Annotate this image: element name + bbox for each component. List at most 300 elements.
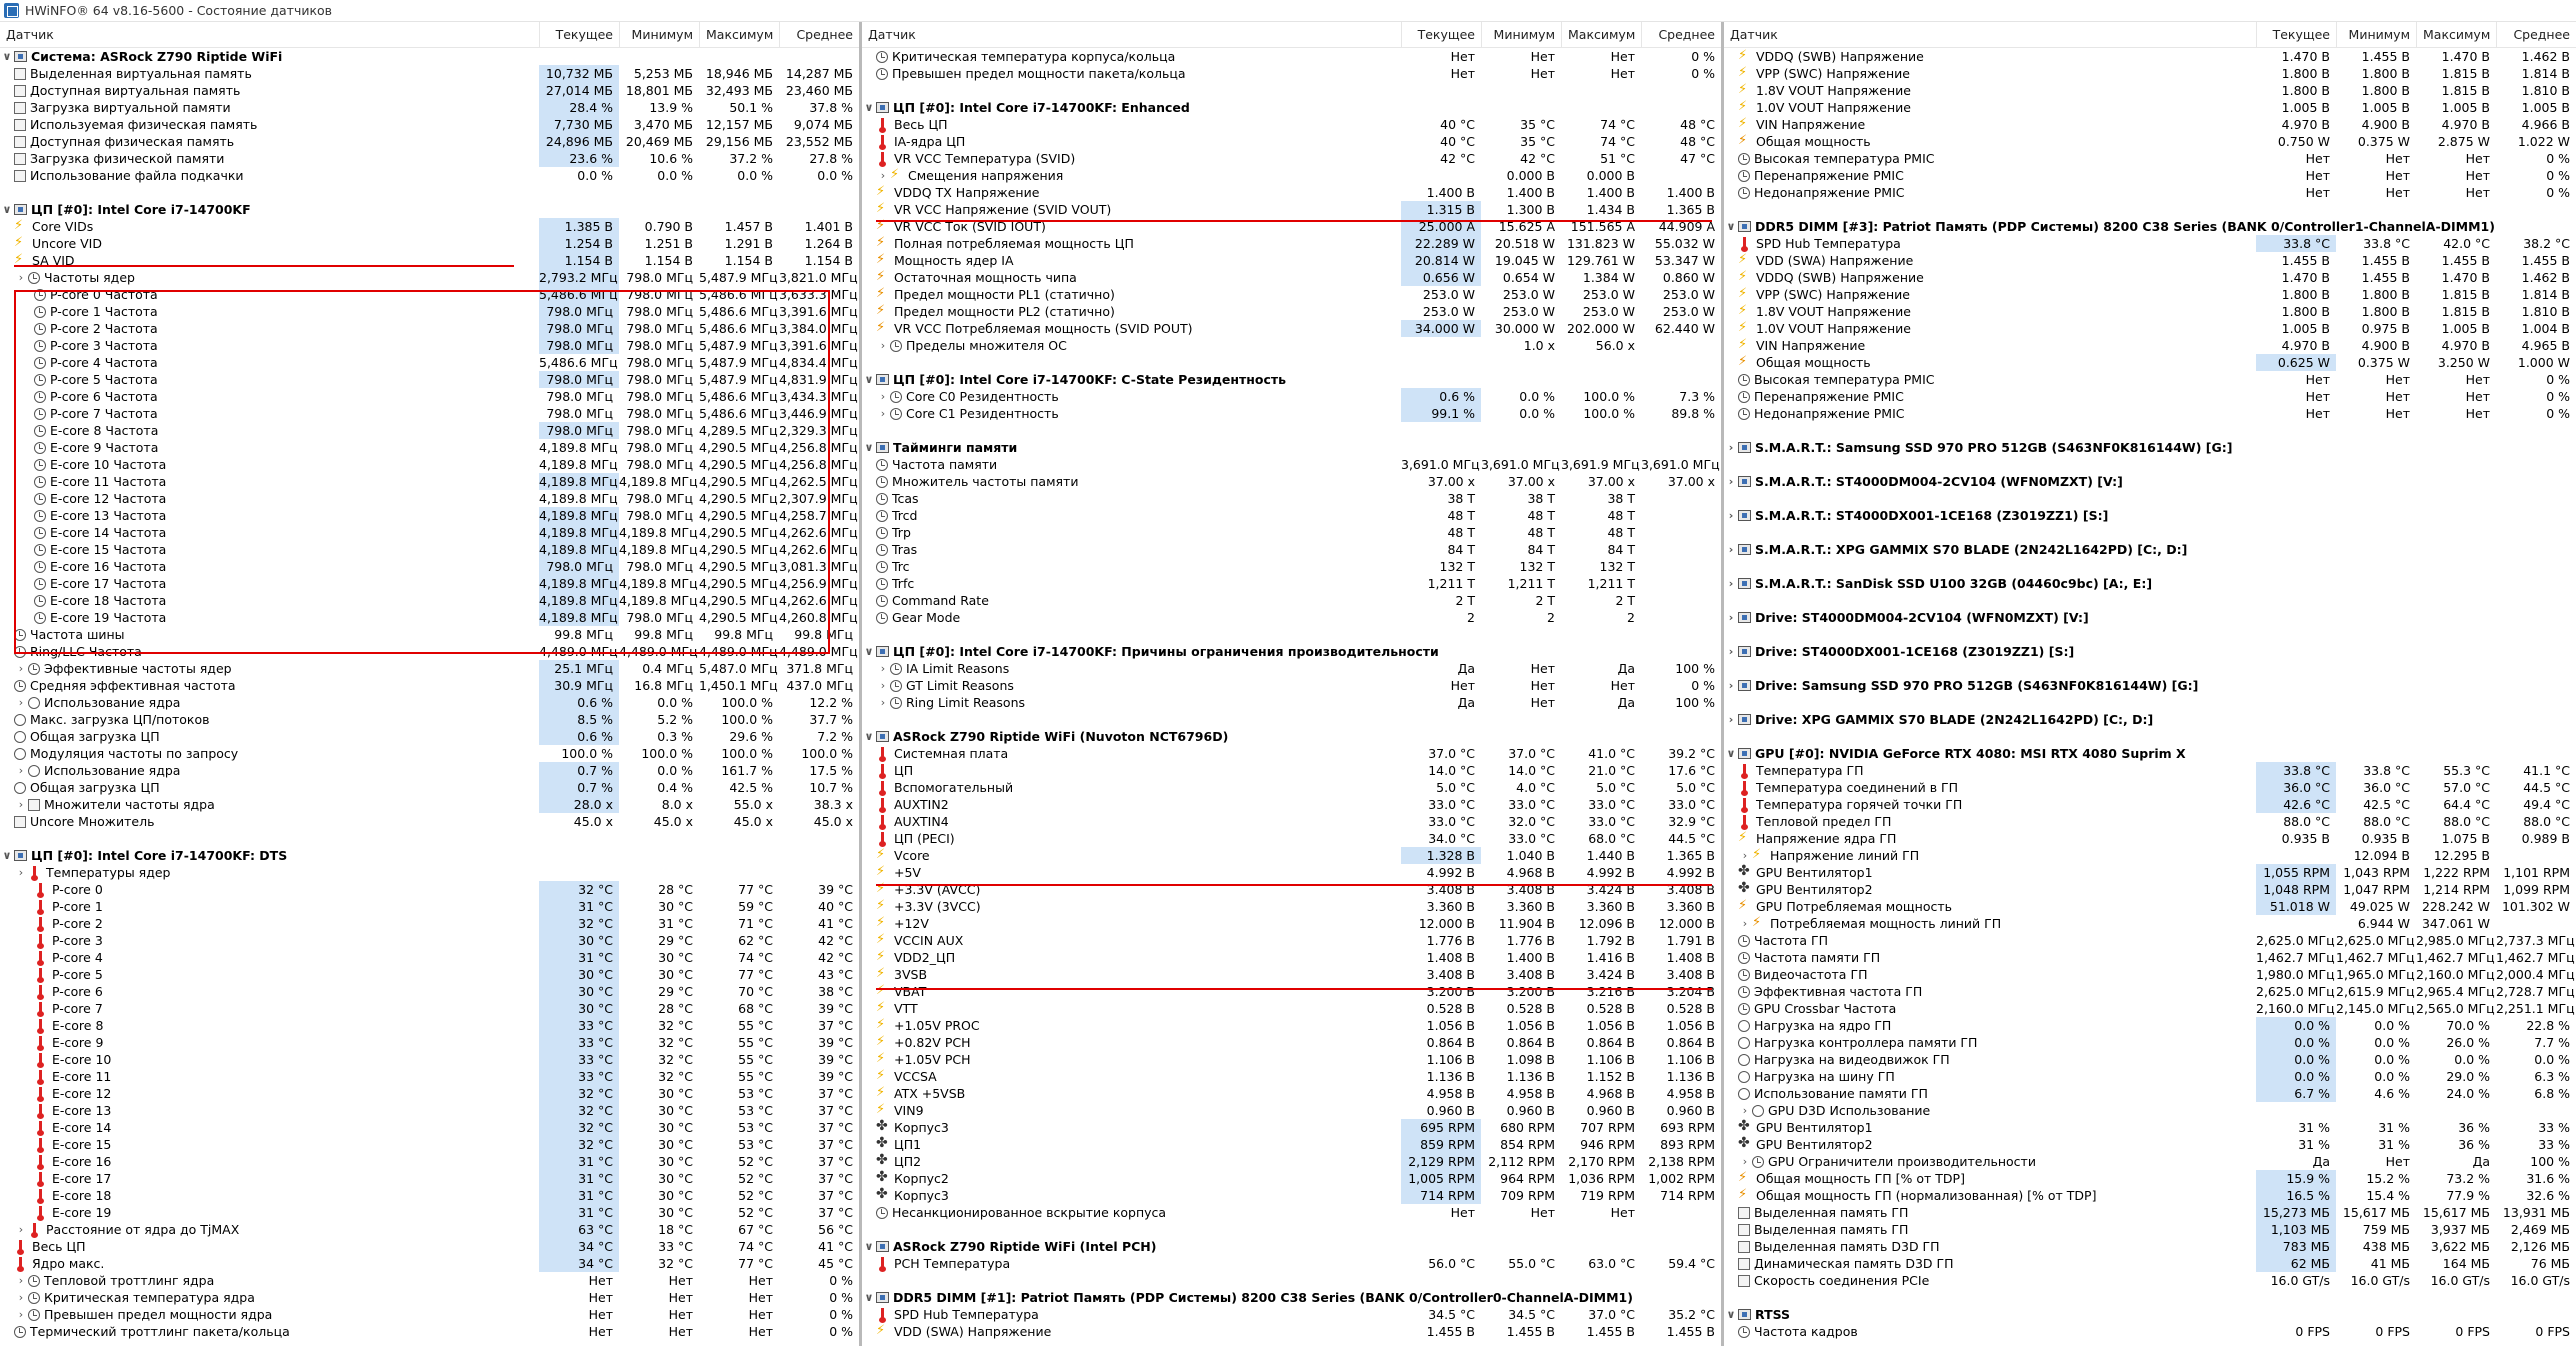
sensor-row[interactable] xyxy=(1724,762,2576,779)
max-value: 21.0 °C xyxy=(1588,763,1635,778)
expand-chevron-icon[interactable]: › xyxy=(18,1308,24,1321)
expand-chevron-icon[interactable]: › xyxy=(18,662,24,675)
current-value: 25.1 МГц xyxy=(539,660,619,677)
sensor-row[interactable] xyxy=(1724,337,2576,354)
group-label: Drive: Samsung SSD 970 PRO 512GB (S463NF0K816144W) [G:] xyxy=(1755,678,2199,693)
sensor-row[interactable] xyxy=(1724,167,2576,184)
sensor-row[interactable] xyxy=(862,796,1721,813)
avg-value: 3,446.9 МГц xyxy=(779,406,858,421)
sensor-row[interactable] xyxy=(0,796,859,813)
sensor-row[interactable] xyxy=(0,116,859,133)
sensor-row[interactable] xyxy=(862,966,1721,983)
sensor-row[interactable] xyxy=(0,1187,859,1204)
sensor-row[interactable] xyxy=(862,235,1721,252)
expand-chevron-icon[interactable]: › xyxy=(1728,679,1734,692)
sensor-row[interactable] xyxy=(1724,388,2576,405)
chip-icon xyxy=(876,442,889,453)
empty-cell xyxy=(2336,541,2416,558)
sensor-row[interactable] xyxy=(862,779,1721,796)
sensor-row[interactable] xyxy=(1724,235,2576,252)
sensor-row[interactable] xyxy=(1724,779,2576,796)
sensor-row[interactable] xyxy=(862,1000,1721,1017)
sensor-group-collapsed[interactable] xyxy=(1724,473,2576,490)
sensor-row[interactable] xyxy=(0,881,859,898)
sensor-row[interactable] xyxy=(862,1204,1721,1221)
sensor-row[interactable] xyxy=(1724,48,2576,65)
col-sensor[interactable]: Датчик xyxy=(6,27,54,42)
col-current[interactable]: Текущее xyxy=(539,22,619,48)
max-value: 1.434 В xyxy=(1586,202,1635,217)
expand-chevron-icon[interactable]: › xyxy=(880,696,886,709)
window-title: HWiNFO® 64 v8.16-5600 - Состояние датчиков xyxy=(25,3,333,18)
max-value: Да xyxy=(2472,1154,2490,1169)
sensor-row[interactable] xyxy=(0,1204,859,1221)
sensor-row[interactable] xyxy=(1724,1170,2576,1187)
sensor-row[interactable] xyxy=(862,116,1721,133)
sensor-group-header[interactable] xyxy=(1724,745,2576,762)
sensor-row[interactable] xyxy=(1724,949,2576,966)
spacer-row xyxy=(862,354,1721,371)
sensor-label: +12V xyxy=(894,916,929,931)
sensor-label: Core C0 Резидентность xyxy=(906,389,1059,404)
avg-value: 43 °C xyxy=(818,967,853,982)
expand-chevron-icon[interactable]: › xyxy=(18,866,24,879)
max-value: 62 °C xyxy=(738,933,773,948)
sensor-row[interactable] xyxy=(0,1034,859,1051)
expand-chevron-icon[interactable]: › xyxy=(880,662,886,675)
sensor-row[interactable] xyxy=(0,1306,859,1323)
sensor-row[interactable] xyxy=(0,932,859,949)
collapse-chevron-icon[interactable]: ∨ xyxy=(1726,220,1736,233)
sensor-row[interactable] xyxy=(1724,1238,2576,1255)
sensor-row[interactable] xyxy=(1724,1221,2576,1238)
min-value: 0.864 В xyxy=(1506,1035,1555,1050)
sensor-row[interactable] xyxy=(0,235,859,252)
sensor-row[interactable] xyxy=(862,660,1721,677)
sensor-group-collapsed[interactable] xyxy=(1724,575,2576,592)
col-max[interactable]: Максимум xyxy=(1561,22,1641,48)
sensor-row[interactable] xyxy=(0,745,859,762)
sensor-row[interactable] xyxy=(1724,371,2576,388)
sensor-row[interactable] xyxy=(862,456,1721,473)
current-value: 34.000 W xyxy=(1401,320,1481,337)
expand-chevron-icon[interactable]: › xyxy=(1728,475,1734,488)
volt-icon xyxy=(1738,339,1752,353)
sensor-row[interactable] xyxy=(0,1221,859,1238)
sensor-row[interactable] xyxy=(0,813,859,830)
col-avg[interactable]: Среднее xyxy=(779,22,859,48)
sensor-row[interactable] xyxy=(862,286,1721,303)
sensor-row[interactable] xyxy=(0,898,859,915)
sensor-row[interactable] xyxy=(862,762,1721,779)
avg-value: 0 % xyxy=(829,1307,853,1322)
sensor-row[interactable] xyxy=(862,677,1721,694)
sensor-row[interactable] xyxy=(1724,1255,2576,1272)
sensor-row[interactable] xyxy=(1724,320,2576,337)
sensor-row[interactable] xyxy=(1724,830,2576,847)
sensor-row[interactable] xyxy=(862,898,1721,915)
avg-value: 23,460 МБ xyxy=(785,83,853,98)
sensor-row[interactable] xyxy=(1724,881,2576,898)
max-value: 5,487.9 МГц xyxy=(699,270,778,285)
collapse-chevron-icon[interactable]: ∨ xyxy=(2,203,12,216)
collapse-chevron-icon[interactable]: ∨ xyxy=(2,50,12,63)
volt-icon xyxy=(1738,271,1752,285)
sensor-row[interactable] xyxy=(0,983,859,1000)
max-value: 59 °C xyxy=(738,899,773,914)
sensor-row[interactable] xyxy=(0,864,859,881)
col-max[interactable]: Максимум xyxy=(699,22,779,48)
collapse-chevron-icon[interactable]: ∨ xyxy=(864,441,874,454)
collapse-chevron-icon[interactable]: ∨ xyxy=(864,730,874,743)
current-value: 1,462.7 МГц xyxy=(2256,950,2335,965)
expand-chevron-icon[interactable]: › xyxy=(1742,849,1748,862)
spacer-row xyxy=(1724,592,2576,609)
current-value: 7,730 МБ xyxy=(539,116,619,133)
sensor-row[interactable] xyxy=(0,269,859,286)
sensor-row[interactable] xyxy=(0,99,859,116)
sensor-row[interactable] xyxy=(0,1136,859,1153)
sensor-row[interactable] xyxy=(1724,184,2576,201)
expand-chevron-icon[interactable]: › xyxy=(1728,577,1734,590)
sensor-group-header[interactable] xyxy=(862,99,1721,116)
sensor-row[interactable] xyxy=(862,1017,1721,1034)
expand-chevron-icon[interactable]: › xyxy=(1728,713,1734,726)
sensor-label: Средняя эффективная частота xyxy=(30,678,236,693)
sensor-row[interactable] xyxy=(862,1153,1721,1170)
sensor-row[interactable] xyxy=(1724,966,2576,983)
sensor-row[interactable] xyxy=(1724,303,2576,320)
collapse-chevron-icon[interactable]: ∨ xyxy=(864,373,874,386)
sensor-label: E-core 15 xyxy=(52,1137,112,1152)
group-label: Система: ASRock Z790 Riptide WiFi xyxy=(31,49,283,64)
sensor-row[interactable] xyxy=(0,218,859,235)
col-sensor[interactable]: Датчик xyxy=(868,27,916,42)
sensor-row[interactable] xyxy=(862,320,1721,337)
col-current[interactable]: Текущее xyxy=(1401,22,1481,48)
sensor-row[interactable] xyxy=(0,711,859,728)
sensor-group-collapsed[interactable] xyxy=(1724,677,2576,694)
min-value: 1,211 T xyxy=(1507,576,1555,591)
expand-chevron-icon[interactable]: › xyxy=(1742,1104,1748,1117)
sensor-row[interactable] xyxy=(862,1034,1721,1051)
sensor-row[interactable] xyxy=(0,1085,859,1102)
sensor-group-header[interactable] xyxy=(862,371,1721,388)
sensor-row[interactable] xyxy=(862,864,1721,881)
sensor-row[interactable] xyxy=(0,677,859,694)
sensor-row[interactable] xyxy=(862,269,1721,286)
sensor-row[interactable] xyxy=(0,1153,859,1170)
max-value: 100.0 % xyxy=(721,712,773,727)
expand-chevron-icon[interactable]: › xyxy=(1728,509,1734,522)
sensor-row[interactable] xyxy=(1724,405,2576,422)
sensor-row[interactable] xyxy=(862,541,1721,558)
sensor-row[interactable] xyxy=(862,1068,1721,1085)
sensor-row[interactable] xyxy=(0,1119,859,1136)
collapse-chevron-icon[interactable]: ∨ xyxy=(864,1291,874,1304)
sensor-row[interactable] xyxy=(862,1119,1721,1136)
sensor-row[interactable] xyxy=(1724,150,2576,167)
volt-icon xyxy=(876,1053,890,1067)
expand-chevron-icon[interactable]: › xyxy=(18,1291,24,1304)
sensor-row[interactable] xyxy=(862,388,1721,405)
sensor-row[interactable] xyxy=(1724,269,2576,286)
sensor-row[interactable] xyxy=(862,1187,1721,1204)
temp-icon xyxy=(14,1257,28,1271)
collapse-chevron-icon[interactable]: ∨ xyxy=(1726,1308,1736,1321)
clock-icon xyxy=(876,493,888,505)
sensor-group-collapsed[interactable] xyxy=(1724,439,2576,456)
sensor-row[interactable] xyxy=(862,745,1721,762)
sensor-row[interactable] xyxy=(1724,864,2576,881)
expand-chevron-icon[interactable]: › xyxy=(880,169,886,182)
sensor-row[interactable] xyxy=(1724,796,2576,813)
sensor-row[interactable] xyxy=(1724,1119,2576,1136)
sensor-row[interactable] xyxy=(1724,1136,2576,1153)
sensor-row[interactable] xyxy=(1724,813,2576,830)
sensor-row[interactable] xyxy=(1724,133,2576,150)
sensor-row[interactable] xyxy=(862,813,1721,830)
sensor-row[interactable] xyxy=(0,949,859,966)
sensor-row[interactable] xyxy=(862,609,1721,626)
sensor-row[interactable] xyxy=(0,1017,859,1034)
sensor-row[interactable] xyxy=(862,405,1721,422)
sensor-row[interactable] xyxy=(862,1255,1721,1272)
sensor-row[interactable] xyxy=(862,65,1721,82)
expand-chevron-icon[interactable]: › xyxy=(18,798,24,811)
expand-chevron-icon[interactable]: › xyxy=(880,339,886,352)
sensor-row[interactable] xyxy=(862,1170,1721,1187)
sensor-row[interactable] xyxy=(1724,1102,2576,1119)
sensor-row[interactable] xyxy=(862,150,1721,167)
sensor-row[interactable] xyxy=(862,473,1721,490)
sensor-row[interactable] xyxy=(862,184,1721,201)
sensor-row[interactable] xyxy=(1724,286,2576,303)
expand-chevron-icon[interactable]: › xyxy=(18,764,24,777)
expand-chevron-icon[interactable]: › xyxy=(880,390,886,403)
sensor-row[interactable] xyxy=(1724,847,2576,864)
sensor-row[interactable] xyxy=(1724,252,2576,269)
sensor-row[interactable] xyxy=(862,575,1721,592)
sensor-row[interactable] xyxy=(1724,354,2576,371)
sensor-rows xyxy=(1724,48,2576,1340)
sensor-group-header[interactable] xyxy=(862,728,1721,745)
col-min[interactable]: Минимум xyxy=(619,22,699,48)
sensor-row[interactable] xyxy=(0,762,859,779)
sensor-row[interactable] xyxy=(0,779,859,796)
temp-icon xyxy=(34,1087,48,1101)
sensor-row[interactable] xyxy=(862,1102,1721,1119)
sensor-row[interactable] xyxy=(0,915,859,932)
sensor-row[interactable] xyxy=(0,1170,859,1187)
col-min[interactable]: Минимум xyxy=(2336,22,2416,48)
sensor-row[interactable] xyxy=(862,932,1721,949)
expand-chevron-icon[interactable]: › xyxy=(1728,441,1734,454)
sensor-row[interactable] xyxy=(0,660,859,677)
col-max[interactable]: Максимум xyxy=(2416,22,2496,48)
sensor-row[interactable] xyxy=(0,694,859,711)
sensor-group-collapsed[interactable] xyxy=(1724,541,2576,558)
min-value: 798.0 МГц xyxy=(626,321,693,336)
expand-chevron-icon[interactable]: › xyxy=(1742,917,1748,930)
collapse-chevron-icon[interactable]: ∨ xyxy=(1726,747,1736,760)
sensor-row[interactable] xyxy=(0,1051,859,1068)
sensor-row[interactable] xyxy=(1724,932,2576,949)
max-value: 1.154 В xyxy=(724,253,773,268)
sensor-label: Температура горячей точки ГП xyxy=(1756,797,1963,812)
sensor-group-header[interactable] xyxy=(862,1289,1721,1306)
collapse-chevron-icon[interactable]: ∨ xyxy=(864,645,874,658)
expand-chevron-icon[interactable]: › xyxy=(18,271,24,284)
current-value: 4,189.8 МГц xyxy=(539,491,618,506)
current-value: 1.056 В xyxy=(1426,1018,1475,1033)
sensor-group-header[interactable] xyxy=(862,439,1721,456)
collapse-chevron-icon[interactable]: ∨ xyxy=(864,1240,874,1253)
column-header[interactable] xyxy=(0,22,859,48)
max-value: 4,290.5 МГц xyxy=(699,576,778,591)
sensor-group-header[interactable] xyxy=(1724,1306,2576,1323)
sensor-row[interactable] xyxy=(862,1136,1721,1153)
sensor-row[interactable] xyxy=(862,507,1721,524)
sensor-row[interactable] xyxy=(1724,898,2576,915)
col-avg[interactable]: Среднее xyxy=(2496,22,2576,48)
sensor-group-collapsed[interactable] xyxy=(1724,507,2576,524)
sensor-label: GPU Crossbar Частота xyxy=(1754,1001,1897,1016)
expand-chevron-icon[interactable]: › xyxy=(18,1274,24,1287)
sensor-rows xyxy=(0,48,859,1340)
col-min[interactable]: Минимум xyxy=(1481,22,1561,48)
sensor-row[interactable] xyxy=(862,915,1721,932)
current-value: 132 T xyxy=(1439,559,1475,574)
sensor-row[interactable] xyxy=(862,48,1721,65)
sensor-row[interactable] xyxy=(1724,1068,2576,1085)
sensor-row[interactable] xyxy=(0,1000,859,1017)
sensor-row[interactable] xyxy=(0,65,859,82)
sensor-group-collapsed[interactable] xyxy=(1724,609,2576,626)
expand-chevron-icon[interactable]: › xyxy=(1728,611,1734,624)
sensor-row[interactable] xyxy=(0,728,859,745)
col-sensor[interactable]: Датчик xyxy=(1730,27,1778,42)
sensor-row[interactable] xyxy=(862,303,1721,320)
sensor-row[interactable] xyxy=(0,1289,859,1306)
sensor-row[interactable] xyxy=(0,150,859,167)
sensor-label: Температуры ядер xyxy=(46,865,171,880)
sensor-row[interactable] xyxy=(1724,1034,2576,1051)
avg-value: 7.2 % xyxy=(817,729,853,744)
sensor-row[interactable] xyxy=(1724,1187,2576,1204)
sensor-row[interactable] xyxy=(1724,915,2576,932)
sensor-row[interactable] xyxy=(862,252,1721,269)
sensor-row[interactable] xyxy=(0,966,859,983)
sensor-row[interactable] xyxy=(862,592,1721,609)
sensor-row[interactable] xyxy=(0,167,859,184)
sensor-group-header[interactable] xyxy=(0,847,859,864)
sensor-row[interactable] xyxy=(862,830,1721,847)
sensor-row[interactable] xyxy=(862,201,1721,218)
sensor-row[interactable] xyxy=(0,1068,859,1085)
sensor-row[interactable] xyxy=(0,1272,859,1289)
expand-chevron-icon[interactable]: › xyxy=(880,679,886,692)
sensor-row[interactable] xyxy=(0,1238,859,1255)
sensor-row[interactable] xyxy=(1724,1051,2576,1068)
sensor-group-collapsed[interactable] xyxy=(1724,643,2576,660)
sensor-row[interactable] xyxy=(1724,1272,2576,1289)
sensor-row[interactable] xyxy=(1724,65,2576,82)
column-header[interactable] xyxy=(862,22,1721,48)
min-value: 32 °C xyxy=(658,1035,693,1050)
sensor-row[interactable] xyxy=(862,167,1721,184)
max-value: 68.0 °C xyxy=(1588,831,1635,846)
sensor-row[interactable] xyxy=(1724,1000,2576,1017)
avg-value: 62.440 W xyxy=(1654,321,1715,336)
sensor-row[interactable] xyxy=(1724,1085,2576,1102)
sensor-row[interactable] xyxy=(0,1323,859,1340)
collapse-chevron-icon[interactable]: ∨ xyxy=(864,101,874,114)
sensor-row[interactable] xyxy=(0,133,859,150)
sensor-row[interactable] xyxy=(0,1255,859,1272)
sensor-row[interactable] xyxy=(1724,116,2576,133)
sensor-row[interactable] xyxy=(862,1085,1721,1102)
pwr-icon xyxy=(1738,1172,1752,1186)
sensor-row[interactable] xyxy=(862,694,1721,711)
spacer-row xyxy=(1724,422,2576,439)
sensor-row[interactable] xyxy=(862,983,1721,1000)
expand-chevron-icon[interactable]: › xyxy=(1742,1155,1748,1168)
sensor-row[interactable] xyxy=(1724,983,2576,1000)
expand-chevron-icon[interactable]: › xyxy=(18,696,24,709)
sensor-group-header[interactable] xyxy=(1724,218,2576,235)
expand-chevron-icon[interactable]: › xyxy=(1728,645,1734,658)
expand-chevron-icon[interactable]: › xyxy=(18,1223,24,1236)
sensor-row[interactable] xyxy=(0,1102,859,1119)
sensor-group-collapsed[interactable] xyxy=(1724,711,2576,728)
sensor-row[interactable] xyxy=(862,133,1721,150)
sensor-row[interactable] xyxy=(862,1051,1721,1068)
sensor-row[interactable] xyxy=(1724,1204,2576,1221)
sensor-group-header[interactable] xyxy=(0,48,859,65)
sensor-row[interactable] xyxy=(862,1306,1721,1323)
sensor-row[interactable] xyxy=(862,847,1721,864)
sensor-row[interactable] xyxy=(0,82,859,99)
current-value: 4.970 В xyxy=(2281,338,2330,353)
sensor-group-header[interactable] xyxy=(0,201,859,218)
collapse-chevron-icon[interactable]: ∨ xyxy=(2,849,12,862)
expand-chevron-icon[interactable]: › xyxy=(1728,543,1734,556)
sensor-row[interactable] xyxy=(1724,1017,2576,1034)
max-value: 84 T xyxy=(1607,542,1635,557)
expand-chevron-icon[interactable]: › xyxy=(880,407,886,420)
sensor-row[interactable] xyxy=(862,1323,1721,1340)
sensor-row[interactable] xyxy=(862,558,1721,575)
sensor-row[interactable] xyxy=(862,337,1721,354)
sensor-row[interactable] xyxy=(862,949,1721,966)
sensor-row[interactable] xyxy=(862,524,1721,541)
empty-cell xyxy=(1641,439,1721,456)
sensor-row[interactable] xyxy=(1724,1153,2576,1170)
column-header[interactable] xyxy=(1724,22,2576,48)
avg-value: 12.000 В xyxy=(1658,916,1715,931)
sensor-group-header[interactable] xyxy=(862,1238,1721,1255)
avg-value: 3.204 В xyxy=(1666,984,1715,999)
max-value: 1.815 В xyxy=(2441,287,2490,302)
col-avg[interactable]: Среднее xyxy=(1641,22,1721,48)
col-current[interactable]: Текущее xyxy=(2256,22,2336,48)
sensor-row[interactable] xyxy=(1724,1323,2576,1340)
sensor-row[interactable] xyxy=(1724,99,2576,116)
sensor-group-header[interactable] xyxy=(862,643,1721,660)
sensor-row[interactable] xyxy=(1724,82,2576,99)
sensor-row[interactable] xyxy=(862,490,1721,507)
